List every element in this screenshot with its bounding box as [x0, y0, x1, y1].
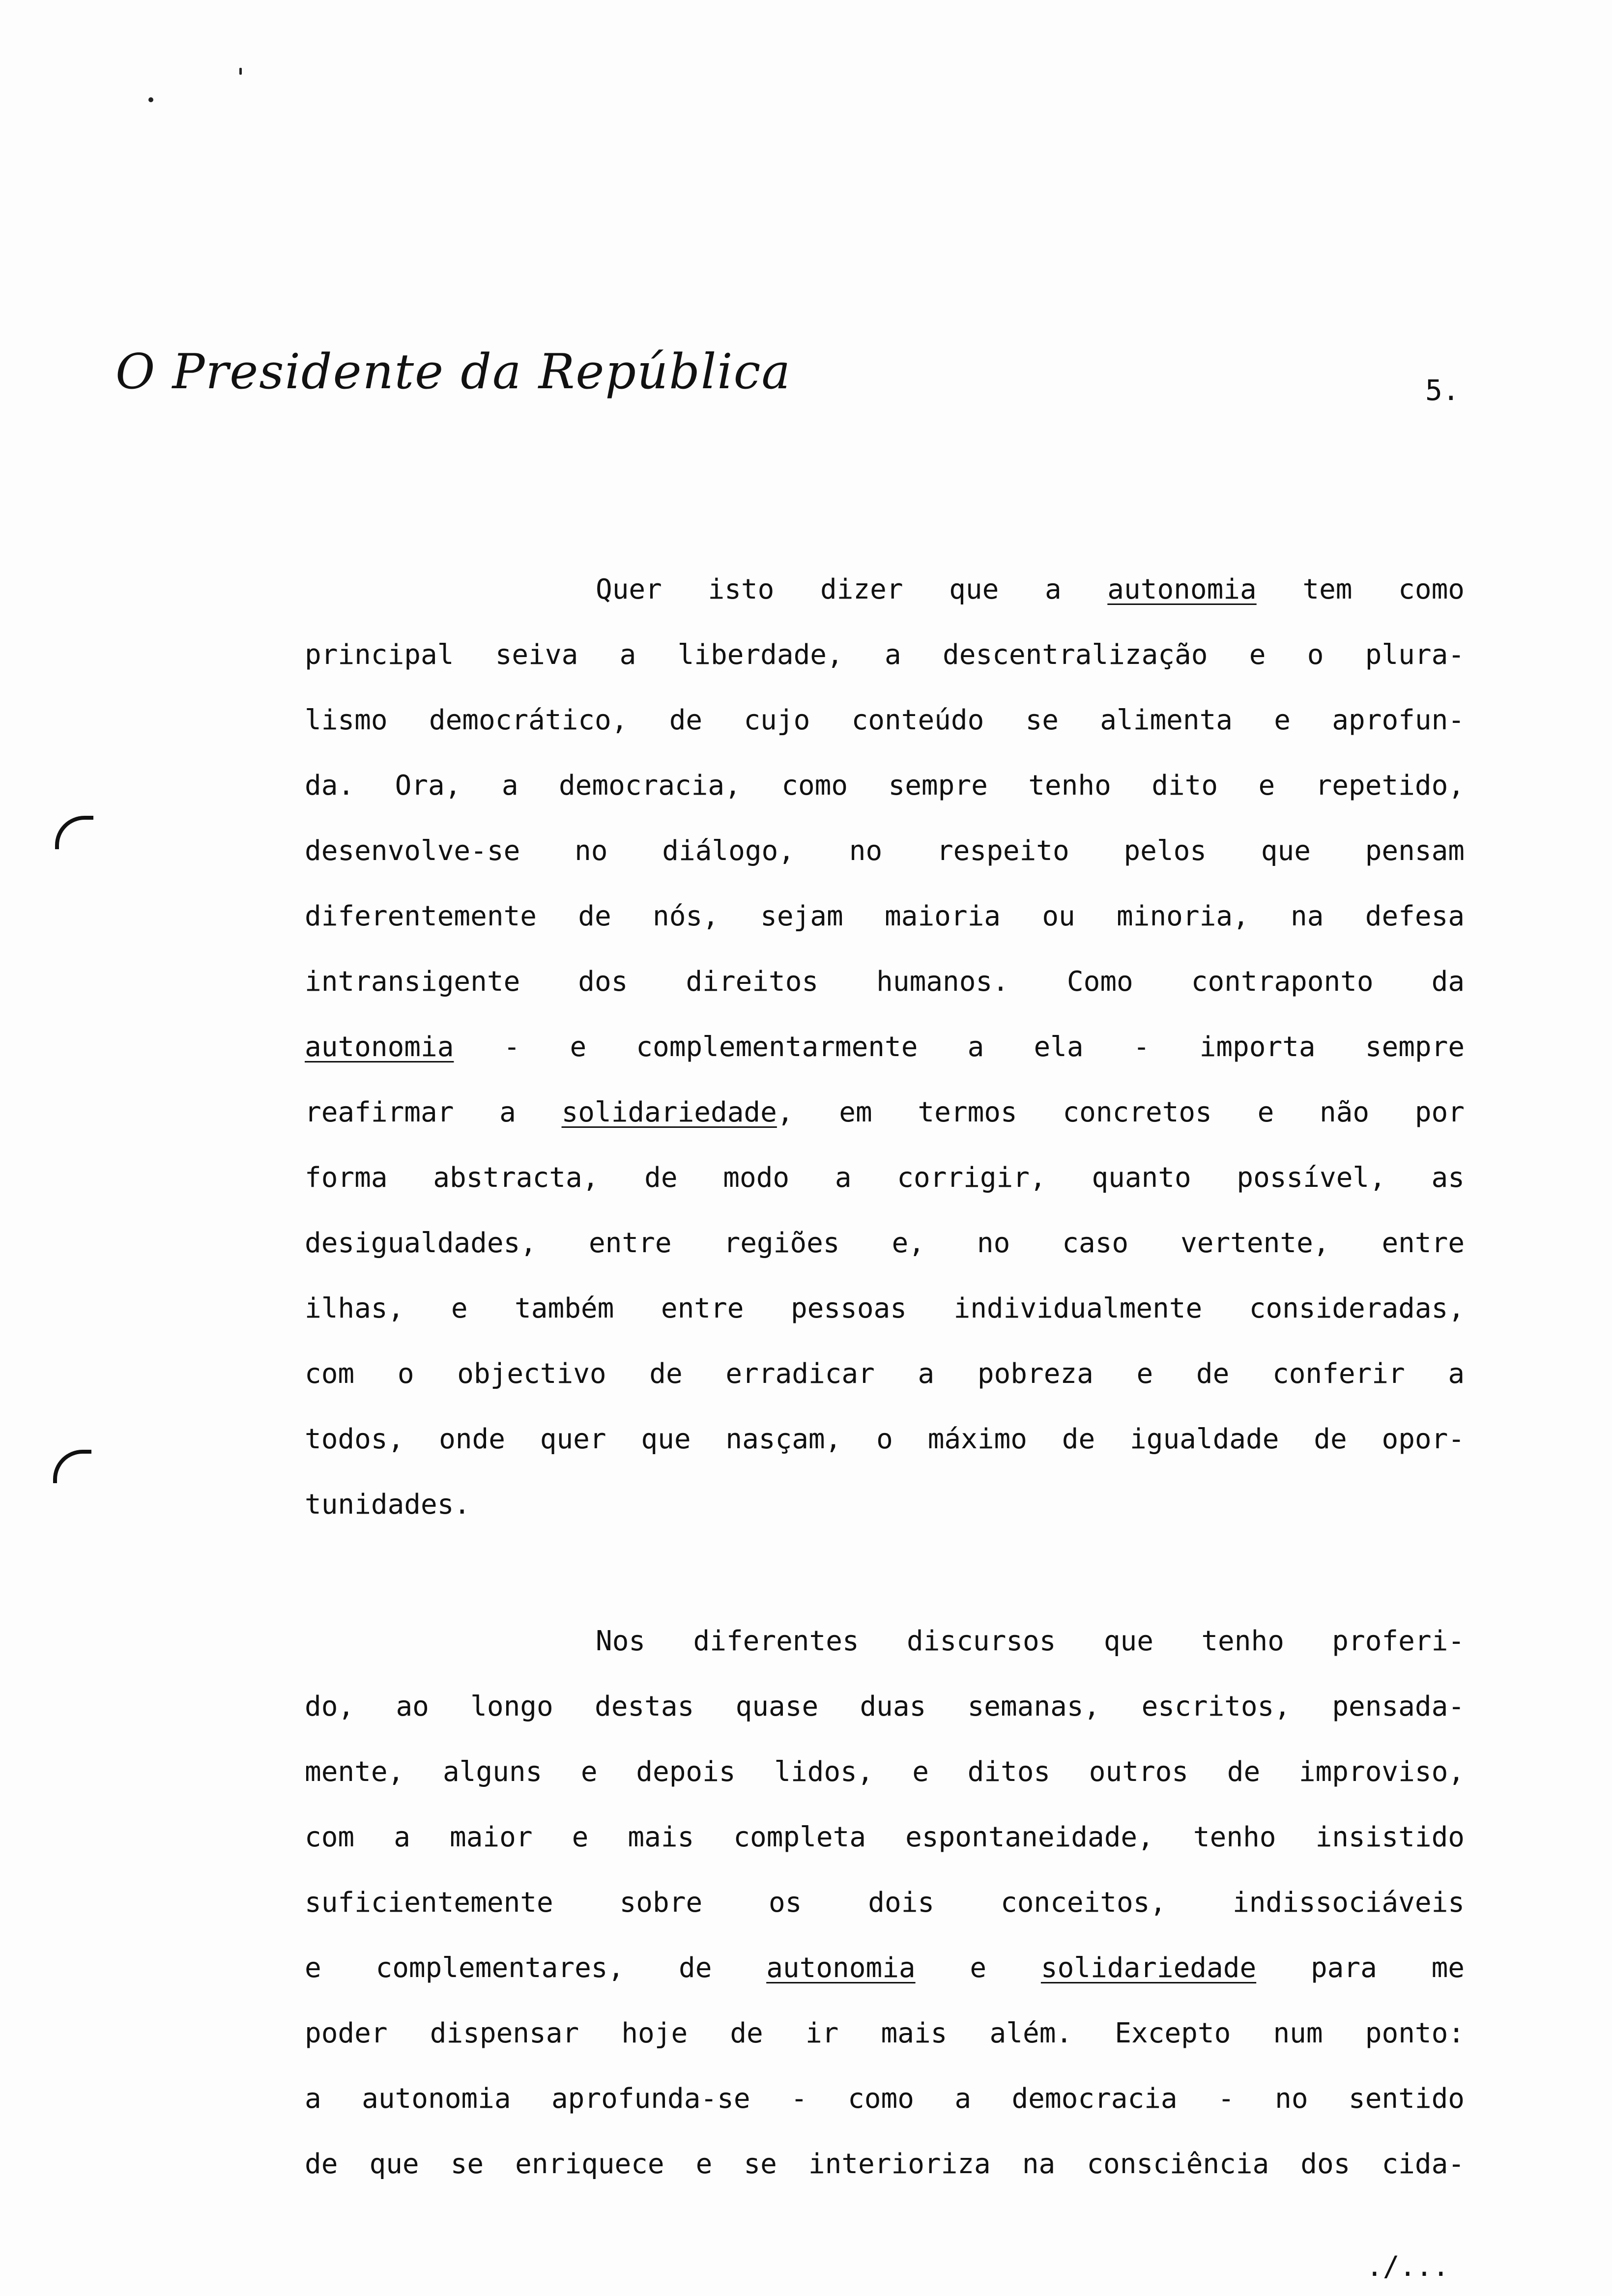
word: como: [1398, 574, 1465, 605]
word: hoje: [621, 2017, 688, 2049]
word: igualdade: [1130, 1423, 1279, 1455]
word: com: [305, 1821, 355, 1853]
word: o: [1307, 639, 1324, 671]
word: a: [885, 639, 901, 671]
text-line: [596, 573, 1465, 607]
word: sentido: [1349, 2083, 1465, 2115]
word: desenvolve-se: [305, 835, 520, 867]
word: a: [1448, 1358, 1465, 1390]
word: da: [1431, 966, 1465, 998]
word: que: [1261, 835, 1311, 867]
word: tenho: [1028, 770, 1111, 802]
word: como: [781, 770, 848, 802]
word: alimenta: [1100, 704, 1233, 736]
word: mais: [628, 1821, 694, 1853]
margin-bracket-mark: [53, 1450, 91, 1483]
word: a: [1044, 574, 1062, 605]
word: que: [641, 1423, 691, 1455]
word: pobreza: [977, 1358, 1094, 1390]
word: máximo: [927, 1423, 1027, 1455]
margin-bracket-mark: [55, 816, 93, 849]
word: mente,: [305, 1756, 404, 1788]
text-line: [305, 1820, 1465, 1855]
word: dois: [868, 1887, 935, 1919]
word: se: [744, 2148, 777, 2180]
word: abstracta,: [433, 1162, 599, 1194]
word: e: [1274, 704, 1291, 736]
word: lismo: [305, 704, 388, 736]
continuation-mark: ./...: [1366, 2251, 1449, 2283]
text-line: [305, 2147, 1465, 2181]
word: proferi-: [1332, 1625, 1465, 1657]
word: -: [790, 2083, 807, 2115]
text-line: [305, 1690, 1465, 1724]
word: de: [305, 2148, 338, 2180]
speck-mark: [148, 97, 153, 102]
word: ponto:: [1365, 2017, 1465, 2049]
word: de: [1062, 1423, 1095, 1455]
word: pessoas: [790, 1292, 907, 1324]
text-line: [305, 1161, 1465, 1195]
word: também: [515, 1292, 614, 1324]
word: pensada-: [1332, 1691, 1465, 1722]
word: democrático,: [429, 704, 628, 736]
word: com: [305, 1358, 355, 1390]
word: no: [575, 835, 608, 867]
word: poder: [305, 2017, 388, 2049]
word: enriquece: [515, 2148, 664, 2180]
word: respeito: [936, 835, 1069, 867]
word: aprofun-: [1332, 704, 1465, 736]
text-line: [305, 1226, 1465, 1261]
word: de: [669, 704, 703, 736]
word: a: [835, 1162, 852, 1194]
word: improviso,: [1298, 1756, 1465, 1788]
word: de: [1227, 1756, 1261, 1788]
word: espontaneidade,: [905, 1821, 1154, 1853]
word: quase: [735, 1691, 819, 1722]
word: semanas,: [967, 1691, 1100, 1722]
word: desigualdades,: [305, 1227, 537, 1259]
word: e: [451, 1292, 468, 1324]
word: minoria,: [1117, 900, 1249, 932]
word: a: [954, 2083, 972, 2115]
word: por: [1414, 1096, 1465, 1128]
word: diferentes: [693, 1625, 859, 1657]
text-line: [305, 834, 1465, 868]
word: de: [649, 1358, 683, 1390]
word: tenho: [1193, 1821, 1276, 1853]
word: liberdade,: [677, 639, 843, 671]
word: Ora,: [395, 770, 461, 802]
word: ditos: [967, 1756, 1051, 1788]
word: erradicar: [725, 1358, 875, 1390]
word: dos: [1300, 2148, 1351, 2180]
word: sobre: [619, 1887, 703, 1919]
word: e: [1257, 1096, 1274, 1128]
word: -: [1218, 2083, 1235, 2115]
word: e: [570, 1031, 587, 1063]
word: escritos,: [1141, 1691, 1291, 1722]
word: entre: [588, 1227, 672, 1259]
word: dizer: [820, 574, 903, 605]
text-line: [305, 2016, 1465, 2051]
underlined-term: autonomia: [766, 1952, 916, 1984]
word: Quer: [596, 574, 662, 605]
word: isto: [708, 574, 775, 605]
word: lidos,: [774, 1756, 874, 1788]
word: complementarmente: [636, 1031, 918, 1063]
word: todos,: [305, 1423, 404, 1455]
word: de: [644, 1162, 678, 1194]
word: diferentemente: [305, 900, 537, 932]
word: forma: [305, 1162, 388, 1194]
word: além.: [989, 2017, 1073, 2049]
text-line: [305, 965, 1465, 999]
word: a: [619, 639, 636, 671]
word: humanos.: [876, 966, 1009, 998]
text-line: [305, 2082, 1465, 2116]
word: dispensar: [430, 2017, 579, 2049]
word: possível,: [1237, 1162, 1386, 1194]
word: dito: [1151, 770, 1218, 802]
word: corrigir,: [897, 1162, 1046, 1194]
word: alguns: [442, 1756, 543, 1788]
word: e: [970, 1952, 987, 1984]
word: sempre: [1365, 1031, 1465, 1063]
word: entre: [661, 1292, 744, 1324]
word: suficientemente: [305, 1887, 553, 1919]
text-line: [305, 1488, 1465, 1522]
word: em: [839, 1096, 872, 1128]
word: -: [1133, 1031, 1150, 1063]
word: as: [1431, 1162, 1465, 1194]
word: que: [1103, 1625, 1153, 1657]
text-line: [305, 1030, 1465, 1064]
word: democracia: [1011, 2083, 1178, 2115]
word: contraponto: [1191, 966, 1374, 998]
word: complementares,: [375, 1952, 625, 1984]
word: mais: [881, 2017, 948, 2049]
word: autonomia: [362, 2083, 511, 2115]
word: na: [1291, 900, 1324, 932]
word: ir: [805, 2017, 839, 2049]
word: o: [397, 1358, 414, 1390]
word: de: [678, 1952, 712, 1984]
word: a: [967, 1031, 984, 1063]
word: me: [1431, 1952, 1465, 1984]
text-line: [305, 899, 1465, 934]
word: seiva: [495, 639, 578, 671]
word: completa: [733, 1821, 866, 1853]
underlined-term: autonomia: [305, 1031, 454, 1063]
word: nós,: [653, 900, 719, 932]
word: Como: [1066, 966, 1133, 998]
word: para: [1310, 1952, 1377, 1984]
word: caso: [1062, 1227, 1129, 1259]
word: direitos: [686, 966, 819, 998]
word: a: [501, 770, 518, 802]
word: de: [578, 900, 611, 932]
word: a: [305, 2083, 321, 2115]
word: e: [912, 1756, 929, 1788]
word: ela: [1034, 1031, 1084, 1063]
word: na: [1022, 2148, 1056, 2180]
word: ilhas,: [305, 1292, 404, 1324]
word: e: [1249, 639, 1266, 671]
underlined-term: solidariedade: [561, 1096, 777, 1128]
word: objectivo: [457, 1358, 606, 1390]
text-line: [305, 1886, 1465, 1920]
text-line: [305, 1095, 1465, 1130]
word: num: [1273, 2017, 1323, 2049]
word: regiões: [723, 1227, 840, 1259]
word: no: [977, 1227, 1010, 1259]
text-line: [305, 1755, 1465, 1789]
text-line: [305, 703, 1465, 738]
word: opor-: [1382, 1423, 1465, 1455]
word: e,: [892, 1227, 925, 1259]
word: ,: [777, 1096, 794, 1128]
word: consideradas,: [1249, 1292, 1465, 1324]
word: quer: [540, 1423, 606, 1455]
word: a: [394, 1821, 410, 1853]
word: outros: [1089, 1756, 1189, 1788]
word: democracia,: [558, 770, 741, 802]
word: Excepto: [1115, 2017, 1231, 2049]
word: plura-: [1365, 639, 1465, 671]
word: principal: [305, 639, 454, 671]
word: ao: [396, 1691, 429, 1722]
word: longo: [470, 1691, 553, 1722]
word: e: [695, 2148, 713, 2180]
word: de: [730, 2017, 763, 2049]
word: importa: [1199, 1031, 1316, 1063]
word: consciência: [1087, 2148, 1269, 2180]
text-line: [305, 1357, 1465, 1391]
word: no: [849, 835, 883, 867]
word: dos: [578, 966, 628, 998]
word: cujo: [744, 704, 810, 736]
word: e: [1258, 770, 1275, 802]
word: sejam: [760, 900, 843, 932]
speck-mark: [239, 68, 242, 75]
word: entre: [1382, 1227, 1465, 1259]
word: o: [876, 1423, 893, 1455]
word: do,: [305, 1691, 355, 1722]
word: de: [1196, 1358, 1230, 1390]
word: que: [949, 574, 999, 605]
word: -: [503, 1031, 520, 1063]
word: a: [918, 1358, 935, 1390]
word: descentralização: [943, 639, 1208, 671]
word: discursos: [907, 1625, 1056, 1657]
word: tem: [1302, 574, 1353, 605]
word: se: [1025, 704, 1059, 736]
word: e: [1136, 1358, 1153, 1390]
word: interioriza: [808, 2148, 991, 2180]
text-line: [305, 1422, 1465, 1457]
word: individualmente: [953, 1292, 1203, 1324]
word: de: [1314, 1423, 1347, 1455]
word: cida-: [1382, 2148, 1465, 2180]
word: pensam: [1365, 835, 1465, 867]
word: maioria: [885, 900, 1001, 932]
text-line: [596, 1624, 1465, 1659]
word: quanto: [1092, 1162, 1191, 1194]
word: depois: [636, 1756, 736, 1788]
word: conceitos,: [1000, 1887, 1167, 1919]
word: termos: [918, 1096, 1017, 1128]
word: conteúdo: [851, 704, 984, 736]
word: duas: [860, 1691, 926, 1722]
word: e: [572, 1821, 589, 1853]
word: diálogo,: [662, 835, 795, 867]
page-number: 5.: [1425, 373, 1460, 407]
word: indissociáveis: [1232, 1887, 1465, 1919]
word: a: [499, 1096, 516, 1128]
word: não: [1319, 1096, 1370, 1128]
word: reafirmar: [305, 1096, 454, 1128]
word: modo: [723, 1162, 790, 1194]
word: se: [450, 2148, 484, 2180]
word: nasçam,: [725, 1423, 842, 1455]
word: pelos: [1123, 835, 1207, 867]
word: como: [848, 2083, 914, 2115]
word: onde: [439, 1423, 505, 1455]
word: conferir: [1272, 1358, 1405, 1390]
word: os: [769, 1887, 802, 1919]
word: defesa: [1365, 900, 1465, 932]
text-line: [305, 1292, 1465, 1326]
text-line: [305, 1951, 1465, 1985]
word: e: [305, 1952, 321, 1984]
word: intransigente: [305, 966, 520, 998]
word: destas: [595, 1691, 694, 1722]
letterhead-title: O Presidente da República: [115, 344, 791, 400]
word: ou: [1042, 900, 1075, 932]
word: aprofunda-se: [551, 2083, 750, 2115]
word: tunidades.: [305, 1489, 471, 1521]
word: no: [1275, 2083, 1308, 2115]
word: Nos: [596, 1625, 646, 1657]
word: que: [369, 2148, 419, 2180]
word: tenho: [1201, 1625, 1284, 1657]
word: maior: [450, 1821, 533, 1853]
word: repetido,: [1315, 770, 1465, 802]
word: insistido: [1315, 1821, 1465, 1853]
word: concretos: [1063, 1096, 1212, 1128]
text-line: [305, 638, 1465, 672]
word: vertente,: [1180, 1227, 1330, 1259]
underlined-term: solidariedade: [1040, 1952, 1257, 1984]
underlined-term: autonomia: [1107, 574, 1257, 605]
word: da.: [305, 770, 355, 802]
word: e: [580, 1756, 598, 1788]
text-line: [305, 769, 1465, 803]
word: sempre: [888, 770, 988, 802]
